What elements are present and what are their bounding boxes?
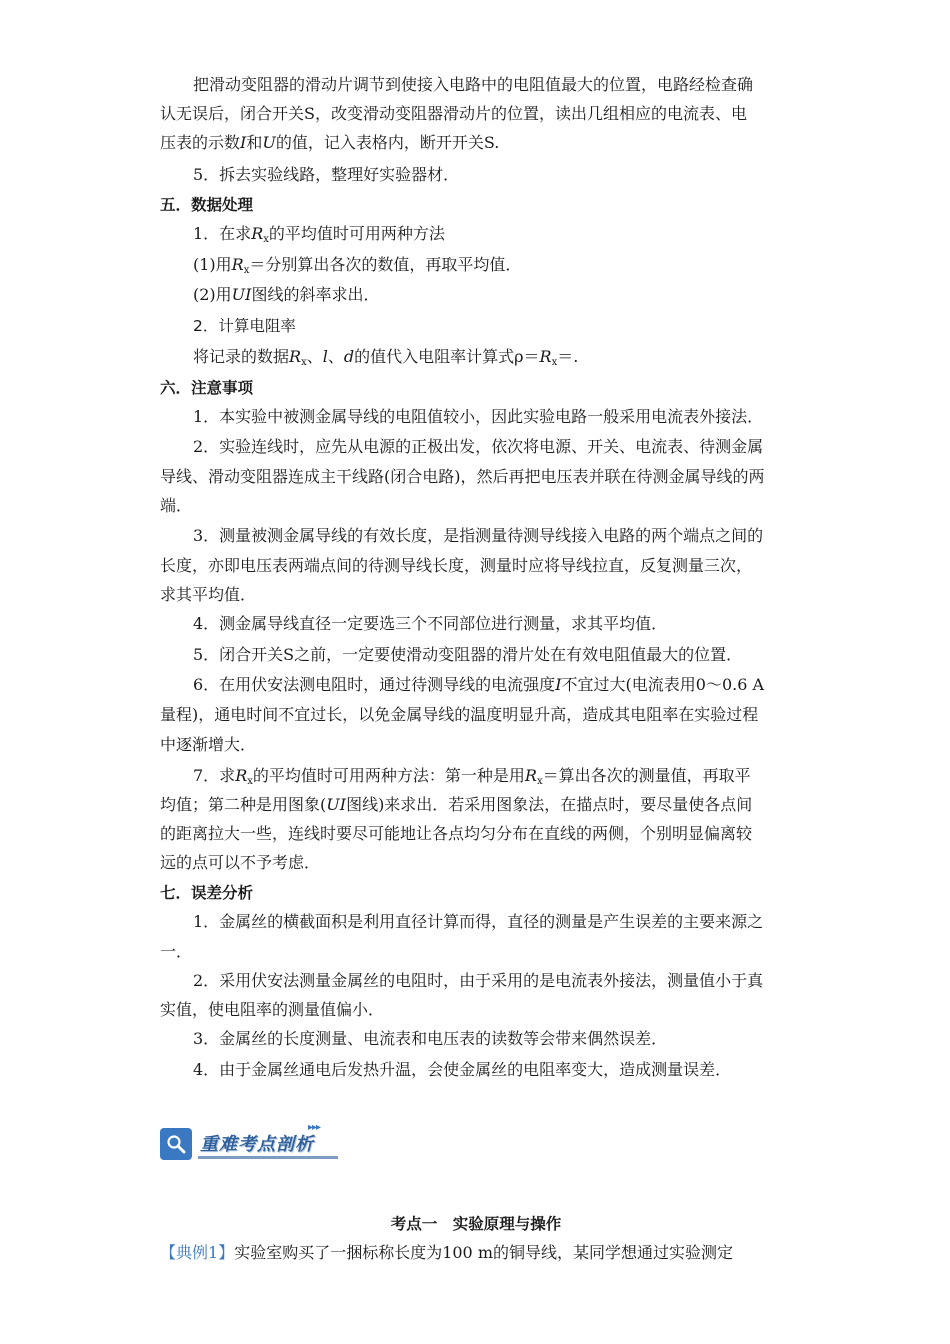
- list-item: 6．在用伏安法测电阻时，通过待测导线的电流强度I不宜过大(电流表用0～0.6 A: [193, 675, 765, 694]
- example-tag: 【典例1】: [160, 1243, 235, 1262]
- list-item: 4．测金属导线直径一定要选三个不同部位进行测量，求其平均值．: [193, 614, 668, 633]
- list-item: 1．本实验中被测金属导线的电阻值较小，因此实验电路一般采用电流表外接法．: [193, 407, 764, 426]
- section-heading: 六．注意事项: [160, 379, 254, 397]
- banner-underline: [198, 1156, 338, 1159]
- paragraph-line: 远的点可以不予考虑．: [160, 853, 321, 872]
- paragraph-line: 一．: [160, 942, 193, 961]
- list-item: 3．金属丝的长度测量、电流表和电压表的读数等会带来偶然误差．: [193, 1029, 668, 1048]
- paragraph-line: 压表的示数I和U的值，记入表格内，断开开关S.: [160, 133, 500, 152]
- paragraph-line: 认无误后，闭合开关S，改变滑动变阻器滑动片的位置，读出几组相应的电流表、电: [160, 104, 747, 123]
- paragraph-line: 端．: [160, 496, 193, 515]
- list-item: 将记录的数据$R_x$、l、d的值代入电阻率计算式$\rho=R_x=$.: [193, 347, 579, 368]
- list-item: 2．采用伏安法测量金属丝的电阻时，由于采用的是电流表外接法，测量值小于真: [193, 971, 764, 990]
- paragraph-line: 导线、滑动变阻器连成主干线路(闭合电路)，然后再把电压表并联在待测金属导线的两: [160, 467, 765, 486]
- section-heading: 七．误差分析: [160, 884, 254, 902]
- list-item: 5．闭合开关S之前，一定要使滑动变阻器的滑片处在有效电阻值最大的位置．: [193, 645, 743, 664]
- list-item: 7．求$R_x$的平均值时可用两种方法：第一种是用$R_x=$算出各次的测量值，再取平: [193, 766, 751, 787]
- kaodian-title: 考点一 实验原理与操作: [390, 1215, 562, 1233]
- list-item: 3．测量被测金属导线的有效长度，是指测量待测导线接入电路的两个端点之间的: [193, 526, 764, 545]
- banner-title: 重难考点剖析: [200, 1134, 314, 1155]
- list-item: 4．由于金属丝通电后发热升温，会使金属丝的电阻率变大，造成测量误差．: [193, 1060, 732, 1079]
- list-item: 2．实验连线时，应先从电源的正极出发，依次将电源、开关、电流表、待测金属: [193, 437, 764, 456]
- section-banner: [160, 1122, 340, 1162]
- step-5: 5．拆去实验线路，整理好实验器材．: [193, 165, 460, 184]
- list-item: (2)用UI图线的斜率求出．: [193, 285, 380, 304]
- list-item: (1)用$R_x=$分别算出各次的数值，再取平均值．: [193, 255, 522, 276]
- example-line: 【典例1】实验室购买了一捆标称长度为100 m的铜导线，某同学想通过实验测定: [160, 1243, 733, 1262]
- paragraph-line: 求其平均值．: [160, 585, 257, 604]
- paragraph-line: 中逐渐增大．: [160, 735, 257, 754]
- subheading: 2．计算电阻率: [193, 317, 296, 335]
- paragraph-line: 把滑动变阻器的滑动片调节到使接入电路中的电阻值最大的位置，电路经检查确: [193, 75, 754, 94]
- section-heading: 五．数据处理: [160, 196, 254, 214]
- paragraph-line: 长度，亦即电压表两端点间的待测导线长度，测量时应将导线拉直，反复测量三次，: [160, 556, 753, 575]
- paragraph-line: 量程)，通电时间不宜过长，以免金属导线的温度明显升高，造成其电阻率在实验过程: [160, 705, 759, 724]
- paragraph-line: 的距离拉大一些，连线时要尽可能地让各点均匀分布在直线的两侧，个别明显偏离较: [160, 824, 753, 843]
- paragraph-line: 实值，使电阻率的测量值偏小．: [160, 1000, 385, 1019]
- magnifier-icon: [160, 1128, 192, 1160]
- paragraph-line: 均值；第二种是用图象(UI图线)来求出．若采用图象法，在描点时，要尽量使各点间: [160, 795, 753, 814]
- arrow-decoration: ▸▸▸: [308, 1122, 321, 1133]
- list-item: 1．在求$R_x$的平均值时可用两种方法: [193, 224, 445, 245]
- list-item: 1．金属丝的横截面积是利用直径计算而得，直径的测量是产生误差的主要来源之: [193, 912, 764, 931]
